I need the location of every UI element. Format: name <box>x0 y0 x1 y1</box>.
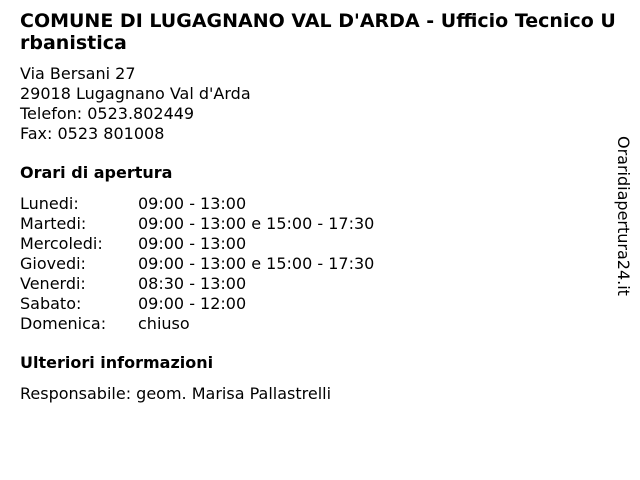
day-label: Martedi: <box>20 214 87 233</box>
day-label: Mercoledi: <box>20 234 103 253</box>
time-value: 09:00 - 13:00 e 15:00 - 17:30 <box>138 214 375 233</box>
day-label: Domenica: <box>20 314 107 333</box>
opening-hours-table <box>20 194 374 334</box>
time-value: 09:00 - 13:00 <box>138 234 247 253</box>
time-value: 09:00 - 13:00 e 15:00 - 17:30 <box>138 254 375 273</box>
time-value: chiuso <box>138 314 190 333</box>
office-title: COMUNE DI LUGAGNANO VAL D'ARDA - Ufficio Tecnico Urbanistica <box>20 10 616 54</box>
hours-row-thursday <box>20 254 374 274</box>
hours-row-sunday <box>20 314 374 334</box>
fax-number: Fax: 0523 801008 <box>20 124 165 143</box>
hours-row-saturday <box>20 294 374 314</box>
time-value: 08:30 - 13:00 <box>138 274 247 293</box>
hours-row-monday <box>20 194 374 214</box>
site-watermark: Oraridiapertura24.it <box>614 136 633 296</box>
phone-number: Telefon: 0523.802449 <box>20 104 195 123</box>
hours-row-wednesday <box>20 234 374 254</box>
responsible-person: Responsabile: geom. Marisa Pallastrelli <box>20 384 332 403</box>
day-label: Sabato: <box>20 294 82 313</box>
day-label: Venerdi: <box>20 274 86 293</box>
hours-row-friday <box>20 274 374 294</box>
time-value: 09:00 - 12:00 <box>138 294 247 313</box>
street-address: Via Bersani 27 <box>20 64 136 83</box>
day-label: Giovedi: <box>20 254 86 273</box>
time-value: 09:00 - 13:00 <box>138 194 247 213</box>
day-label: Lunedi: <box>20 194 79 213</box>
address-block <box>20 64 251 144</box>
hours-row-tuesday <box>20 214 374 234</box>
opening-hours-heading: Orari di apertura <box>20 163 173 182</box>
city-address: 29018 Lugagnano Val d'Arda <box>20 84 251 103</box>
more-info-heading: Ulteriori informazioni <box>20 353 214 372</box>
